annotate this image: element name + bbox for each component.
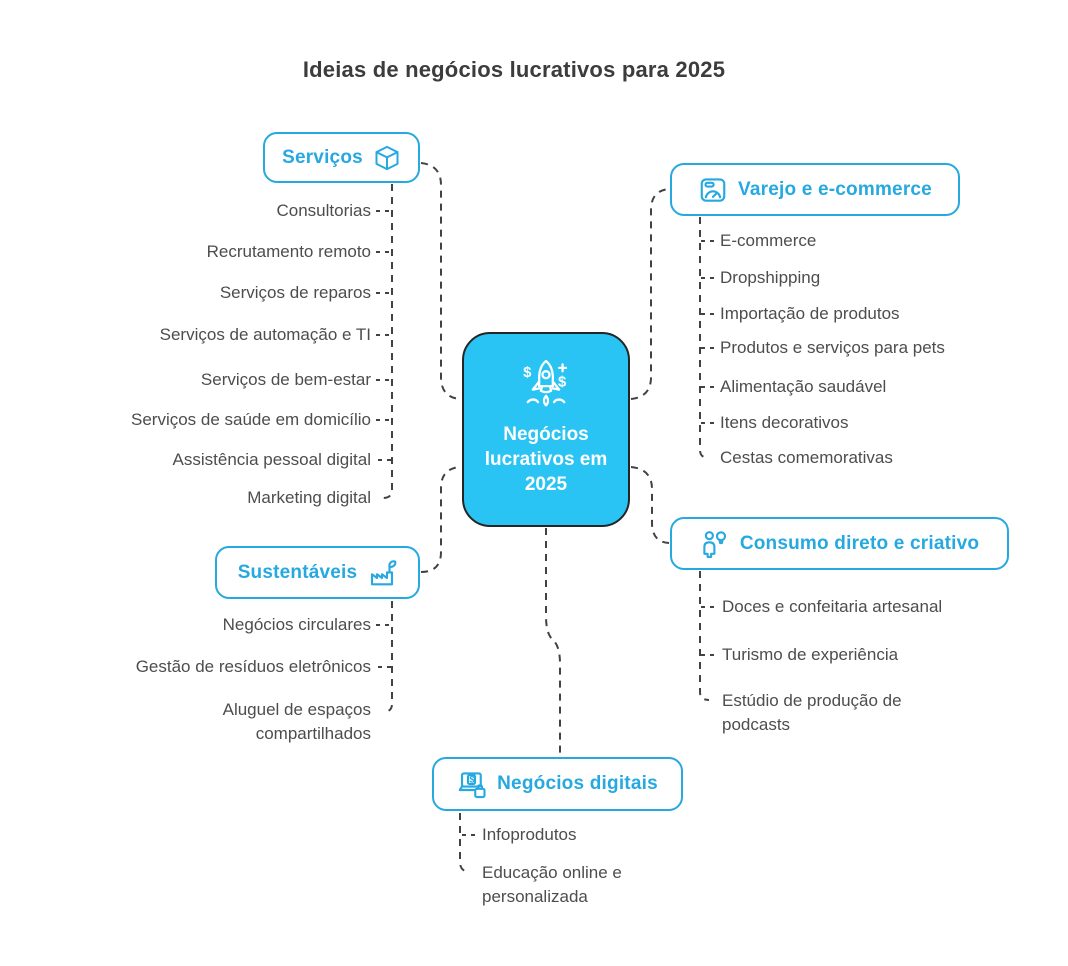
dashes-varejo — [701, 241, 716, 423]
person-idea-icon — [700, 529, 730, 559]
list-item: Cestas comemorativas — [720, 448, 893, 467]
branch-node-varejo — [670, 163, 960, 216]
list-item: Gestão de resíduos eletrônicos — [135, 657, 371, 676]
center-node — [462, 332, 630, 527]
spine-sustentaveis — [383, 601, 392, 712]
branch-node-consumo — [670, 517, 1009, 570]
connector-center-digitais — [546, 528, 560, 756]
branch-label-servicos: Serviços — [282, 146, 363, 168]
dollar-glyph-left: $ — [523, 365, 532, 381]
list-item: Produtos e serviços para pets — [720, 338, 945, 357]
spine-digitais — [460, 813, 469, 872]
list-item: Consultorias — [276, 201, 371, 220]
list-item: E-commerce — [720, 231, 817, 250]
branch-label-consumo: Consumo direto e criativo — [739, 532, 980, 554]
branch-label-sustentaveis: Sustentáveis — [237, 561, 358, 583]
branch-label-digitais: Negócios digitais — [497, 773, 658, 794]
list-item: Itens decorativos — [720, 413, 849, 432]
list-item: Marketing digital — [247, 488, 371, 507]
branch-node-servicos — [263, 132, 420, 183]
list-item: Dropshipping — [720, 268, 821, 287]
spine-consumo — [700, 571, 709, 700]
spine-varejo — [700, 217, 709, 458]
list-item: Serviços de saúde em domicílio — [130, 410, 371, 429]
page-title: Ideias de negócios lucrativos para 2025 — [302, 57, 726, 82]
list-item: Infoprodutos — [482, 825, 577, 844]
list-item: Alimentação saudável — [720, 377, 887, 396]
storefront-icon — [698, 175, 728, 205]
list-item: Recrutamento remoto — [206, 242, 371, 261]
dashes-consumo — [701, 607, 716, 655]
spine-servicos — [383, 184, 392, 498]
list-item: Serviços de bem-estar — [200, 370, 371, 389]
list-item: Negócios circulares — [222, 615, 371, 634]
dashes-sustentaveis — [376, 625, 391, 667]
list-item: Doces e confeitaria artesanal — [722, 597, 943, 616]
dollar-glyph-right: $ — [558, 374, 567, 391]
rocket-money-icon — [514, 354, 578, 416]
dashes-servicos — [376, 211, 391, 460]
cube-icon — [373, 144, 401, 172]
dollar-glyph-laptop: $ — [469, 774, 475, 785]
connector-center-varejo — [631, 189, 670, 399]
list-item: Importação de produtos — [720, 304, 900, 323]
laptop-commerce-icon — [457, 769, 487, 799]
connector-sustentaveis-center — [421, 467, 461, 572]
list-item: Serviços de reparos — [219, 283, 371, 302]
list-item: Aluguel de espaços compartilhados — [222, 700, 371, 743]
connector-center-consumo — [631, 467, 669, 543]
branch-label-varejo: Varejo e e-commerce — [738, 178, 932, 200]
factory-leaf-icon — [367, 558, 397, 588]
center-node-label: Negócios lucrativos em 2025 — [484, 424, 608, 495]
list-item: Assistência pessoal digital — [172, 450, 371, 469]
connector-servicos-center — [421, 163, 461, 399]
branch-node-sustentaveis — [215, 546, 420, 599]
list-item: Educação online e personalizada — [482, 863, 622, 906]
branch-node-digitais — [432, 757, 683, 811]
list-item: Serviços de automação e TI — [159, 325, 371, 344]
list-item: Turismo de experiência — [722, 645, 899, 664]
list-item: Estúdio de produção de podcasts — [722, 691, 902, 734]
